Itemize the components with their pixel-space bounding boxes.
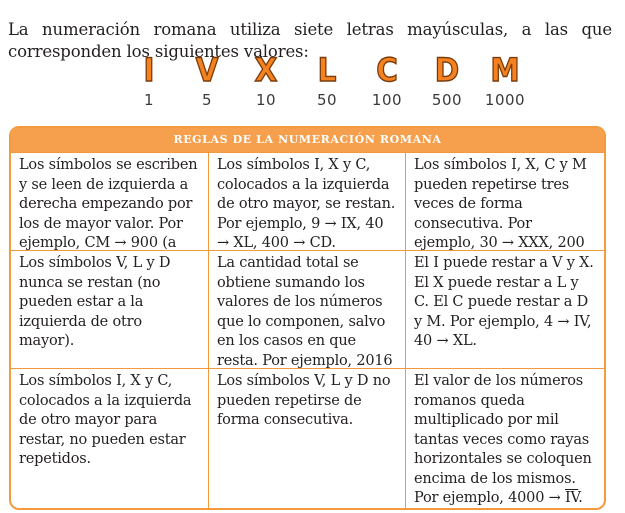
rule-cell: Los símbolos V, L y D no pueden repetirse de forma consecutiva. xyxy=(209,368,406,508)
numeral-letter: V xyxy=(195,51,219,89)
numeral-letter: L xyxy=(317,51,337,89)
numeral-value: 50 xyxy=(316,91,338,109)
intro-paragraph: La numeración romana utiliza siete letras mayúsculas, a las que corresponden los siguientes valores: xyxy=(8,19,612,61)
rule-cell: Los símbolos I, X, C y M pueden repetirse tres veces de forma consecutiva. Por ejemplo, 30 → XXX, 200 xyxy=(406,152,604,250)
numeral-value: 100 xyxy=(371,91,403,109)
numeral-letter: D xyxy=(434,51,460,89)
rule-cell: El I puede restar a V y X. El X puede restar a L y C. El C puede restar a D y M. Por ejemplo, 4 → IV, 40 → XL. xyxy=(406,250,604,368)
overline-example: $\overline{IV}$ xyxy=(565,490,579,506)
numeral-letter: I xyxy=(143,51,155,89)
rules-table xyxy=(9,126,606,510)
rule-cell: Los símbolos I, X y C, colocados a la izquierda de otro mayor, se restan. Por ejemplo, 9 → IX, 40 → XL, 400 → CD. xyxy=(209,152,406,250)
rules-table-title: REGLAS DE LA NUMERACIÓN ROMANA xyxy=(11,128,604,152)
numeral-letter: X xyxy=(254,51,278,89)
rule-cell: Los símbolos se escriben y se leen de izquierda a derecha empezando por los de mayor valor. Por ejemplo, CM → 900 (a xyxy=(11,152,209,250)
rule-cell: La cantidad total se obtiene sumando los valores de los números que lo componen, salvo en los casos en que resta. Por ejemplo, 2016 xyxy=(209,250,406,368)
rule-cell: Los símbolos I, X y C, colocados a la izquierda de otro mayor para restar, no pueden estar repetidos. xyxy=(11,368,209,508)
numeral-value: 500 xyxy=(431,91,463,109)
numeral-value: 10 xyxy=(255,91,277,109)
numeral-letter: M xyxy=(490,51,520,89)
roman-numerals-row xyxy=(0,52,625,116)
rule-cell: Los símbolos V, L y D nunca se restan (no pueden estar a la izquierda de otro mayor). xyxy=(11,250,209,368)
numeral-value: 5 xyxy=(201,91,213,109)
rules-grid xyxy=(11,152,604,508)
numeral-value: 1000 xyxy=(484,91,526,109)
numeral-letter: C xyxy=(376,51,398,89)
rule-text: El valor de los números romanos queda multiplicado por mil tantas veces como rayas horizontales se coloquen encima de los mismos. Por ejemplo, 4000 → xyxy=(414,373,592,506)
rule-cell-overline: El valor de los números romanos queda multiplicado por mil tantas veces como rayas horizontales se coloquen encima de los mismos. Por ejemplo, $4000 \to \overline{IV}$. xyxy=(406,368,604,508)
numeral-value: 1 xyxy=(143,91,155,109)
numeral-M xyxy=(465,52,545,110)
